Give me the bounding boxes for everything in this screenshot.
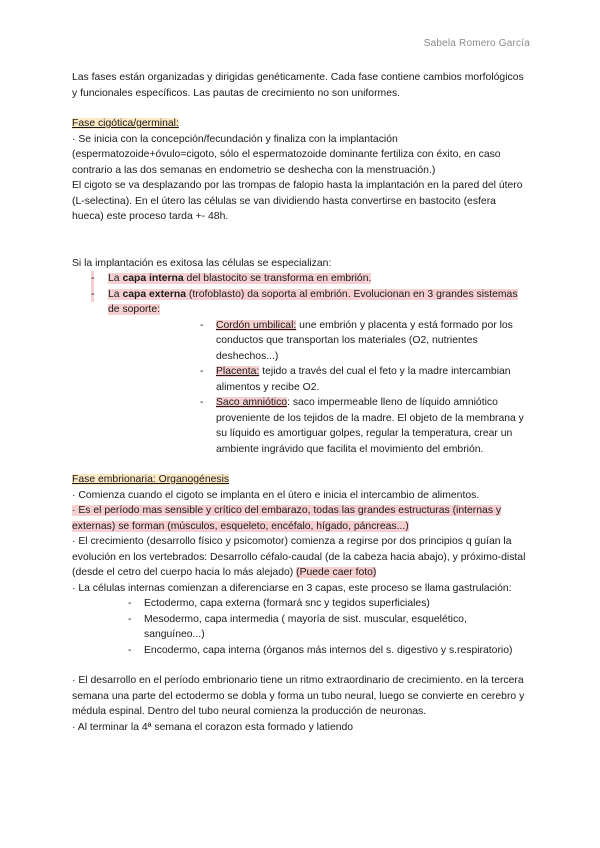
author-name: Sabela Romero García (423, 38, 530, 49)
list-item-saco-amniotico: - Saco amniótico: saco impermeable lleno de líquido amniótico proveniente de los tejidos de la madre. El objeto de la membrana y su líquido es amortiguar golpes, regular la temperatura, crear un ambiente ingrávido que facilita el movimiento del embrión. (200, 397, 524, 455)
dash-marker: - (91, 287, 94, 303)
dash-marker: - (200, 397, 204, 408)
dash-marker: - (200, 366, 204, 377)
dash-marker: - (128, 644, 132, 656)
list-item-mesodermo: - Mesodermo, capa intermedia ( mayoría de sist. muscular, esquelético, sanguíneo...) (128, 613, 467, 640)
embrionaria-paragraph-1: · Comienza cuando el cigoto se implanta en el útero e inicia el intercambio de alimentos. (72, 489, 480, 501)
dash-marker: - (91, 271, 94, 287)
list-item-endodermo: - Encodermo, capa interna (órganos más internos del s. digestivo y s.respiratorio) (72, 643, 528, 659)
cigotica-paragraph-2: El cigoto se va desplazando por las trompas de falopio hasta la implantación en la pared del útero (L-selectina). En el útero las células se van dividiendo hasta convertirse en bastocito (esfera hueca) este proceso tarda +- 48h. (72, 180, 523, 222)
list-item-capa-interna: - La capa interna del blastocito se transforma en embrión. (72, 271, 528, 287)
embrionaria-paragraph-2: · Es el período mas sensible y crítico del embarazo, todas las grandes estructuras (internas y externas) se forman (músculos, esqueleto, encéfalo, hígado, páncreas...) (72, 505, 502, 532)
list-item-placenta: - Placenta: tejido a través del cual el feto y la madre intercambian alimentos y recibe O2. (200, 366, 511, 393)
embrionaria-paragraph-5: · El desarrollo en el período embrionario tiene un ritmo extraordinario de crecimiento. en la tercera semana una parte del ectodermo se dobla y forma un tubo neural, luego se convierte en cerebro y médula espinal. Dentro del tubo neural comienza la producción de neuronas. (72, 675, 525, 717)
implantacion-lead: Si la implantación es exitosa las células se especializan: (72, 257, 332, 269)
document-body (72, 70, 528, 735)
term-cordon: Cordón umbilical: (216, 319, 297, 331)
term-saco: Saco amniótico (216, 397, 288, 408)
embrionaria-paragraph-4: · La células internas comienzan a diferenciarse en 3 capas, este proceso se llama gastrulación: (72, 582, 512, 594)
term-placenta: Placenta: (216, 366, 260, 377)
embrionaria-paragraph-3: · El crecimiento (desarrollo físico y psicomotor) comienza a regirse por dos principios q guían la evolución en los vertebrados: Desarrollo céfalo-caudal (de la cabeza hacia abajo), y próximo-distal (desde el cetro del cuerpo hacia lo más alejado) (Puede caer foto) (72, 536, 526, 578)
dash-marker: - (128, 598, 132, 609)
cigotica-paragraph-1: · Se inicia con la concepción/fecundación y finaliza con la implantación (espermatozoide+óvulo=cigoto, sólo el espermatozoide dominante fertiliza con éxito, en caso contrario a las dos semanas en endometrio se deshecha con la menstruación.) (72, 133, 501, 176)
list-item-ectodermo: - Ectodermo, capa externa (formará snc y tegidos superficiales) (72, 596, 528, 612)
embrionaria-paragraph-6: · Al terminar la 4ª semana el corazon esta formado y latiendo (72, 721, 354, 733)
list-item-capa-externa: - La capa externa (trofoblasto) da soporta al embrión. Evolucionan en 3 grandes sistemas de soporte: (91, 288, 518, 315)
section-title-embrionaria: Fase embrionaria: Organogénesis (72, 474, 230, 485)
intro-paragraph: Las fases están organizadas y dirigidas genéticamente. Cada fase contiene cambios morfológicos y funcionales específicos. Las pautas de crecimiento no son uniformes. (72, 72, 524, 99)
foto-note: (Puede caer foto) (296, 567, 377, 578)
dash-marker: - (128, 613, 132, 625)
section-title-cigotica: Fase cigótica/germinal: (72, 118, 179, 129)
dash-marker: - (200, 319, 204, 331)
list-item-cordon-umbilical: - Cordón umbilical: une embrión y placenta y está formado por los conductos que transportan los materiales (O2, nutrientes deshechos...) (200, 319, 513, 362)
